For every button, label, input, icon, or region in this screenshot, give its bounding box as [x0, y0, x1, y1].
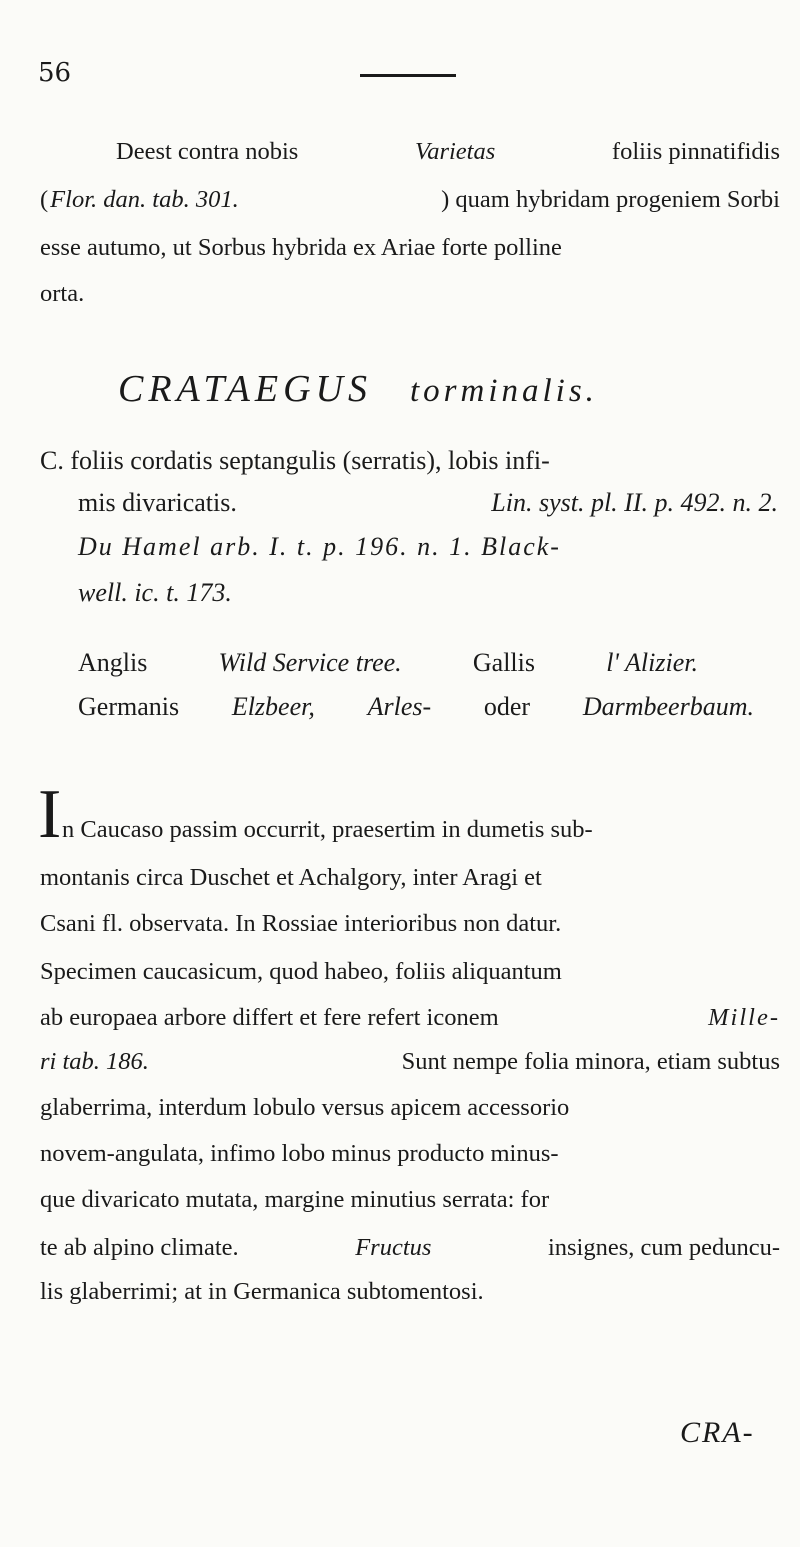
text: insignes, cum peduncu- [547, 1234, 780, 1261]
para1-line-4: orta. [40, 280, 85, 307]
german-name-2: Arles- [367, 692, 432, 721]
text: oder [483, 692, 531, 721]
text: Deest contra nobis [116, 138, 299, 165]
diagnosis-line-4: well. ic. t. 173. [78, 578, 232, 607]
species-name: torminalis. [409, 373, 598, 409]
para1-line-3: esse autumo, ut Sorbus hybrida ex Ariae forte polline [40, 234, 562, 261]
para1-line-1 [116, 140, 780, 165]
species-heading [118, 367, 598, 411]
text: te ab alpino climate. [40, 1234, 239, 1261]
citation: Lin. syst. pl. II. p. 492. n. 2. [491, 488, 778, 517]
author-name: Mille- [708, 1004, 780, 1031]
diagnosis-line-1: C. foliis cordatis septangulis (serratis), lobis infi- [40, 446, 550, 475]
text: Anglis [78, 648, 148, 677]
body-line-4: Specimen caucasicum, quod habeo, foliis aliquantum [40, 958, 562, 985]
para1-line-2 [40, 188, 780, 213]
french-name: l' Alizier. [606, 648, 698, 677]
diagnosis-line-2 [78, 490, 778, 516]
body-line-7: glaberrima, interdum lobulo versus apicem accessorio [40, 1094, 570, 1121]
text: mis divaricatis. [78, 488, 237, 517]
catchword: CRA- [680, 1416, 755, 1449]
body-line-2: montanis circa Duschet et Achalgory, inter Aragi et [40, 864, 542, 891]
italic-term: Fructus [355, 1234, 432, 1261]
text: ab europaea arbore differt et fere refert iconem [40, 1004, 499, 1031]
body-line-11: lis glaberrimi; at in Germanica subtomentosi. [40, 1278, 484, 1305]
text: Germanis [78, 692, 180, 721]
diagnosis-line-3: Du Hamel arb. I. t. p. 196. n. 1. Black- [78, 532, 561, 561]
body-line-6 [40, 1050, 780, 1075]
italic-term: Varietas [414, 138, 496, 165]
citation: Flor. dan. tab. 301. [50, 186, 239, 213]
body-line-8: novem-angulata, infimo lobo minus producto minus- [40, 1140, 559, 1167]
names-line-2 [78, 694, 754, 720]
header-rule [360, 74, 456, 77]
text: Gallis [472, 648, 535, 677]
text: foliis pinnatifidis [611, 138, 780, 165]
body-line-3: Csani fl. observata. In Rossiae interioribus non datur. [40, 910, 562, 937]
body-line-9: que divaricato mutata, margine minutius serrata: for [40, 1186, 550, 1213]
body-line-10 [40, 1236, 780, 1261]
german-name-1: Elzbeer, [231, 692, 315, 721]
paren: ( [40, 186, 49, 213]
genus-name: CRATAEGUS [118, 368, 372, 410]
text: ) quam hybridam progeniem Sorbi [441, 186, 780, 213]
text: Sunt nempe folia minora, etiam subtus [401, 1048, 780, 1075]
names-line-1 [78, 650, 698, 676]
drop-cap: I [38, 776, 62, 853]
body-line-5 [40, 1006, 780, 1031]
page-number: 56 [38, 58, 72, 88]
german-name-3: Darmbeerbaum. [582, 692, 754, 721]
citation: ri tab. 186. [40, 1048, 149, 1075]
body-line-1: n Caucaso passim occurrit, praesertim in dumetis sub- [62, 816, 593, 843]
english-name: Wild Service tree. [218, 648, 402, 677]
